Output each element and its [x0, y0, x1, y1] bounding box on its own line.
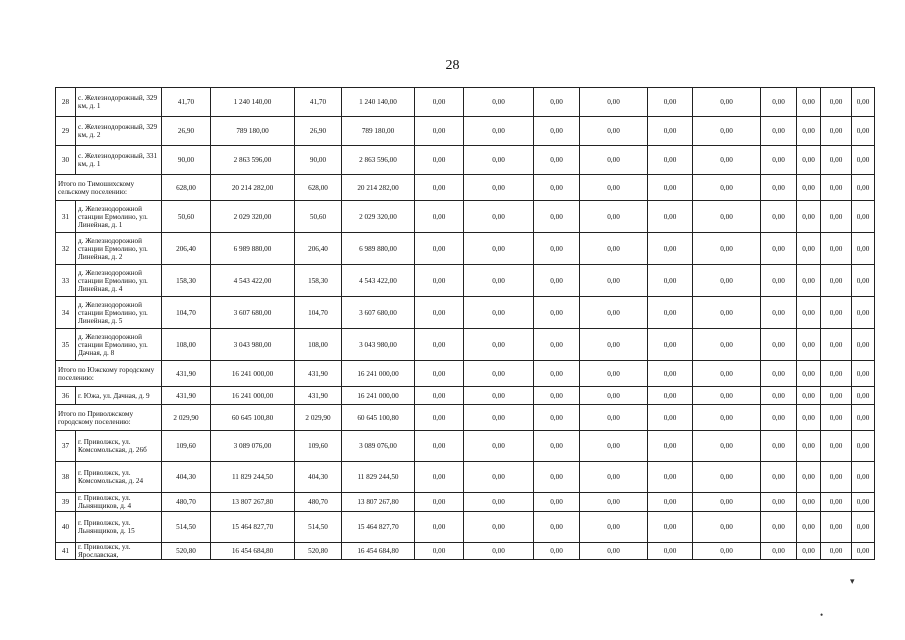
- value-cell: 0,00: [797, 175, 821, 201]
- row-number: 37: [56, 431, 76, 462]
- value-cell: 0,00: [648, 297, 693, 329]
- value-cell: 6 989 880,00: [211, 233, 295, 265]
- address-cell: г. Южа, ул. Дачная, д. 9: [76, 387, 162, 405]
- value-cell: 0,00: [821, 329, 852, 361]
- value-cell: 0,00: [821, 297, 852, 329]
- value-cell: 0,00: [580, 543, 648, 560]
- address-cell: г. Приволжск, ул. Льнянщиков, д. 4: [76, 493, 162, 512]
- value-cell: 0,00: [648, 405, 693, 431]
- value-cell: 0,00: [648, 88, 693, 117]
- value-cell: 26,90: [162, 117, 211, 146]
- value-cell: 0,00: [415, 117, 464, 146]
- value-cell: 0,00: [534, 512, 580, 543]
- value-cell: 0,00: [464, 175, 534, 201]
- value-cell: 0,00: [648, 146, 693, 175]
- table-row: [56, 297, 875, 329]
- value-cell: 2 029 320,00: [211, 201, 295, 233]
- value-cell: 0,00: [648, 462, 693, 493]
- value-cell: 0,00: [761, 117, 797, 146]
- value-cell: 789 180,00: [342, 117, 415, 146]
- value-cell: 0,00: [797, 88, 821, 117]
- value-cell: 0,00: [415, 88, 464, 117]
- value-cell: 0,00: [693, 431, 761, 462]
- value-cell: 0,00: [761, 265, 797, 297]
- value-cell: 0,00: [464, 543, 534, 560]
- value-cell: 16 241 000,00: [342, 387, 415, 405]
- total-row: [56, 361, 875, 387]
- value-cell: 20 214 282,00: [211, 175, 295, 201]
- value-cell: 0,00: [761, 361, 797, 387]
- total-label: Итого по Приволжскому городскому поселению:: [56, 405, 162, 431]
- total-label: Итого по Южскому городскому поселению:: [56, 361, 162, 387]
- table-row: [56, 387, 875, 405]
- value-cell: 0,00: [415, 431, 464, 462]
- value-cell: 0,00: [580, 201, 648, 233]
- value-cell: 3 043 980,00: [211, 329, 295, 361]
- value-cell: 90,00: [162, 146, 211, 175]
- margin-mark-1: ▾: [850, 576, 855, 586]
- value-cell: 0,00: [648, 387, 693, 405]
- address-cell: с. Железнодорожный, 329 км, д. 2: [76, 117, 162, 146]
- value-cell: 0,00: [415, 405, 464, 431]
- value-cell: 0,00: [415, 493, 464, 512]
- value-cell: 0,00: [580, 512, 648, 543]
- value-cell: 0,00: [761, 88, 797, 117]
- value-cell: 0,00: [415, 543, 464, 560]
- value-cell: 0,00: [761, 431, 797, 462]
- value-cell: 0,00: [534, 405, 580, 431]
- value-cell: 50,60: [162, 201, 211, 233]
- value-cell: 0,00: [415, 146, 464, 175]
- value-cell: 0,00: [693, 543, 761, 560]
- value-cell: 0,00: [580, 297, 648, 329]
- value-cell: 0,00: [534, 387, 580, 405]
- value-cell: 0,00: [534, 297, 580, 329]
- value-cell: 0,00: [415, 233, 464, 265]
- value-cell: 11 829 244,50: [342, 462, 415, 493]
- value-cell: 0,00: [797, 431, 821, 462]
- value-cell: 0,00: [761, 387, 797, 405]
- value-cell: 0,00: [534, 431, 580, 462]
- value-cell: 514,50: [162, 512, 211, 543]
- value-cell: 0,00: [648, 175, 693, 201]
- value-cell: 0,00: [534, 201, 580, 233]
- value-cell: 3 089 076,00: [211, 431, 295, 462]
- value-cell: 60 645 100,80: [211, 405, 295, 431]
- value-cell: 0,00: [821, 462, 852, 493]
- value-cell: 0,00: [797, 512, 821, 543]
- total-row: [56, 405, 875, 431]
- value-cell: 0,00: [797, 329, 821, 361]
- address-cell: г. Приволжск, ул. Льнянщиков, д. 15: [76, 512, 162, 543]
- value-cell: 108,00: [295, 329, 342, 361]
- value-cell: 2 863 596,00: [342, 146, 415, 175]
- value-cell: 0,00: [821, 361, 852, 387]
- value-cell: 0,00: [761, 146, 797, 175]
- value-cell: 0,00: [761, 543, 797, 560]
- value-cell: 0,00: [534, 329, 580, 361]
- value-cell: 90,00: [295, 146, 342, 175]
- value-cell: 0,00: [693, 329, 761, 361]
- value-cell: 20 214 282,00: [342, 175, 415, 201]
- value-cell: 2 029,90: [295, 405, 342, 431]
- value-cell: 0,00: [534, 233, 580, 265]
- value-cell: 0,00: [415, 462, 464, 493]
- value-cell: 0,00: [761, 405, 797, 431]
- value-cell: 0,00: [464, 297, 534, 329]
- value-cell: 0,00: [693, 146, 761, 175]
- page-number: 28: [445, 58, 460, 73]
- value-cell: 0,00: [852, 297, 875, 329]
- value-cell: 13 807 267,80: [342, 493, 415, 512]
- value-cell: 0,00: [821, 233, 852, 265]
- value-cell: 0,00: [580, 329, 648, 361]
- value-cell: 0,00: [797, 387, 821, 405]
- value-cell: 0,00: [464, 265, 534, 297]
- value-cell: 0,00: [580, 175, 648, 201]
- value-cell: 789 180,00: [211, 117, 295, 146]
- value-cell: 0,00: [693, 175, 761, 201]
- value-cell: 0,00: [852, 387, 875, 405]
- value-cell: 0,00: [648, 361, 693, 387]
- value-cell: 0,00: [648, 201, 693, 233]
- value-cell: 0,00: [821, 146, 852, 175]
- row-number: 40: [56, 512, 76, 543]
- value-cell: 431,90: [295, 361, 342, 387]
- value-cell: 0,00: [415, 329, 464, 361]
- table-row: [56, 493, 875, 512]
- value-cell: 0,00: [852, 88, 875, 117]
- value-cell: 0,00: [534, 88, 580, 117]
- value-cell: 1 240 140,00: [342, 88, 415, 117]
- value-cell: 0,00: [415, 265, 464, 297]
- value-cell: 3 043 980,00: [342, 329, 415, 361]
- address-cell: д. Железнодорожной станции Ермолино, ул. Линейная, д. 4: [76, 265, 162, 297]
- row-number: 39: [56, 493, 76, 512]
- value-cell: 0,00: [415, 361, 464, 387]
- value-cell: 0,00: [534, 146, 580, 175]
- value-cell: 0,00: [852, 405, 875, 431]
- value-cell: 0,00: [693, 361, 761, 387]
- table-row: [56, 431, 875, 462]
- value-cell: 0,00: [761, 462, 797, 493]
- total-label: Итого по Тимошихскому сельскому поселению:: [56, 175, 162, 201]
- value-cell: 0,00: [415, 175, 464, 201]
- value-cell: 480,70: [295, 493, 342, 512]
- row-number: 41: [56, 543, 76, 560]
- value-cell: 0,00: [797, 297, 821, 329]
- value-cell: 0,00: [464, 146, 534, 175]
- value-cell: 628,00: [162, 175, 211, 201]
- value-cell: 431,90: [162, 361, 211, 387]
- row-number: 30: [56, 146, 76, 175]
- value-cell: 2 029 320,00: [342, 201, 415, 233]
- value-cell: 0,00: [534, 117, 580, 146]
- value-cell: 0,00: [415, 297, 464, 329]
- row-number: 29: [56, 117, 76, 146]
- row-number: 31: [56, 201, 76, 233]
- value-cell: 0,00: [464, 361, 534, 387]
- value-cell: 41,70: [295, 88, 342, 117]
- value-cell: 0,00: [693, 493, 761, 512]
- value-cell: 0,00: [761, 233, 797, 265]
- row-number: 36: [56, 387, 76, 405]
- value-cell: 6 989 880,00: [342, 233, 415, 265]
- table-row: [56, 146, 875, 175]
- table-row: [56, 265, 875, 297]
- value-cell: 0,00: [580, 117, 648, 146]
- value-cell: 16 241 000,00: [211, 387, 295, 405]
- value-cell: 0,00: [852, 329, 875, 361]
- value-cell: 3 607 680,00: [211, 297, 295, 329]
- value-cell: 0,00: [821, 493, 852, 512]
- value-cell: 4 543 422,00: [211, 265, 295, 297]
- table-row: [56, 233, 875, 265]
- row-number: 35: [56, 329, 76, 361]
- value-cell: 0,00: [580, 265, 648, 297]
- value-cell: 0,00: [693, 462, 761, 493]
- value-cell: 0,00: [580, 493, 648, 512]
- value-cell: 0,00: [821, 88, 852, 117]
- value-cell: 50,60: [295, 201, 342, 233]
- housing-table: [55, 87, 875, 560]
- value-cell: 404,30: [162, 462, 211, 493]
- value-cell: 0,00: [797, 265, 821, 297]
- value-cell: 0,00: [797, 405, 821, 431]
- value-cell: 0,00: [464, 329, 534, 361]
- value-cell: 0,00: [761, 297, 797, 329]
- value-cell: 0,00: [693, 387, 761, 405]
- value-cell: 2 863 596,00: [211, 146, 295, 175]
- address-cell: г. Приволжск, ул. Комсомольская, д. 24: [76, 462, 162, 493]
- value-cell: 0,00: [648, 493, 693, 512]
- address-cell: д. Железнодорожной станции Ермолино, ул. Линейная, д. 2: [76, 233, 162, 265]
- value-cell: 3 607 680,00: [342, 297, 415, 329]
- table-row: [56, 462, 875, 493]
- value-cell: 514,50: [295, 512, 342, 543]
- value-cell: 0,00: [821, 387, 852, 405]
- value-cell: 0,00: [693, 265, 761, 297]
- value-cell: 0,00: [693, 405, 761, 431]
- value-cell: 0,00: [821, 175, 852, 201]
- table-row: [56, 88, 875, 117]
- value-cell: 0,00: [852, 361, 875, 387]
- value-cell: 0,00: [761, 201, 797, 233]
- value-cell: 0,00: [648, 329, 693, 361]
- value-cell: 0,00: [464, 387, 534, 405]
- value-cell: 0,00: [464, 462, 534, 493]
- value-cell: 3 089 076,00: [342, 431, 415, 462]
- value-cell: 158,30: [162, 265, 211, 297]
- value-cell: 0,00: [821, 405, 852, 431]
- value-cell: 0,00: [534, 175, 580, 201]
- value-cell: 0,00: [534, 462, 580, 493]
- value-cell: 0,00: [693, 88, 761, 117]
- value-cell: 13 807 267,80: [211, 493, 295, 512]
- value-cell: 104,70: [162, 297, 211, 329]
- value-cell: 0,00: [852, 493, 875, 512]
- value-cell: 0,00: [852, 117, 875, 146]
- value-cell: 480,70: [162, 493, 211, 512]
- value-cell: 108,00: [162, 329, 211, 361]
- value-cell: 0,00: [761, 493, 797, 512]
- value-cell: 0,00: [761, 175, 797, 201]
- value-cell: 431,90: [162, 387, 211, 405]
- value-cell: 0,00: [797, 493, 821, 512]
- value-cell: 0,00: [797, 117, 821, 146]
- value-cell: 0,00: [761, 329, 797, 361]
- value-cell: 0,00: [580, 462, 648, 493]
- value-cell: 0,00: [761, 512, 797, 543]
- value-cell: 0,00: [464, 405, 534, 431]
- value-cell: 0,00: [852, 146, 875, 175]
- value-cell: 109,60: [162, 431, 211, 462]
- value-cell: 0,00: [797, 462, 821, 493]
- value-cell: 0,00: [852, 512, 875, 543]
- value-cell: 0,00: [797, 361, 821, 387]
- value-cell: 104,70: [295, 297, 342, 329]
- row-number: 38: [56, 462, 76, 493]
- value-cell: 0,00: [693, 512, 761, 543]
- row-number: 34: [56, 297, 76, 329]
- value-cell: 628,00: [295, 175, 342, 201]
- value-cell: 0,00: [821, 201, 852, 233]
- table-row: [56, 329, 875, 361]
- value-cell: 0,00: [580, 88, 648, 117]
- value-cell: 41,70: [162, 88, 211, 117]
- value-cell: 0,00: [852, 462, 875, 493]
- value-cell: 0,00: [464, 88, 534, 117]
- address-cell: д. Железнодорожной станции Ермолино, ул. Линейная, д. 5: [76, 297, 162, 329]
- value-cell: 0,00: [648, 233, 693, 265]
- total-row: [56, 175, 875, 201]
- value-cell: 11 829 244,50: [211, 462, 295, 493]
- value-cell: 109,60: [295, 431, 342, 462]
- value-cell: 0,00: [534, 265, 580, 297]
- value-cell: 16 241 000,00: [211, 361, 295, 387]
- value-cell: 1 240 140,00: [211, 88, 295, 117]
- value-cell: 0,00: [580, 233, 648, 265]
- value-cell: 0,00: [821, 543, 852, 560]
- value-cell: 0,00: [534, 361, 580, 387]
- value-cell: 0,00: [534, 543, 580, 560]
- value-cell: 0,00: [821, 265, 852, 297]
- value-cell: 0,00: [852, 233, 875, 265]
- value-cell: 0,00: [852, 265, 875, 297]
- value-cell: 4 543 422,00: [342, 265, 415, 297]
- value-cell: 206,40: [162, 233, 211, 265]
- value-cell: 0,00: [464, 512, 534, 543]
- value-cell: 15 464 827,70: [211, 512, 295, 543]
- value-cell: 0,00: [648, 431, 693, 462]
- address-cell: д. Железнодорожной станции Ермолино, ул. Линейная, д. 1: [76, 201, 162, 233]
- value-cell: 60 645 100,80: [342, 405, 415, 431]
- value-cell: 0,00: [693, 201, 761, 233]
- value-cell: 0,00: [797, 233, 821, 265]
- value-cell: 0,00: [415, 387, 464, 405]
- value-cell: 0,00: [415, 512, 464, 543]
- value-cell: 0,00: [852, 431, 875, 462]
- value-cell: 16 454 684,80: [211, 543, 295, 560]
- value-cell: 26,90: [295, 117, 342, 146]
- value-cell: 0,00: [648, 117, 693, 146]
- value-cell: 0,00: [580, 361, 648, 387]
- value-cell: 0,00: [415, 201, 464, 233]
- value-cell: 0,00: [580, 431, 648, 462]
- value-cell: 0,00: [797, 201, 821, 233]
- value-cell: 16 241 000,00: [342, 361, 415, 387]
- value-cell: 0,00: [464, 431, 534, 462]
- value-cell: 0,00: [797, 146, 821, 175]
- table-row: [56, 117, 875, 146]
- value-cell: 15 464 827,70: [342, 512, 415, 543]
- value-cell: 0,00: [648, 512, 693, 543]
- value-cell: 0,00: [852, 201, 875, 233]
- value-cell: 2 029,90: [162, 405, 211, 431]
- row-number: 33: [56, 265, 76, 297]
- value-cell: 0,00: [852, 175, 875, 201]
- value-cell: 0,00: [797, 543, 821, 560]
- table-row: [56, 201, 875, 233]
- value-cell: 206,40: [295, 233, 342, 265]
- table-row: [56, 543, 875, 560]
- address-cell: г. Приволжск, ул. Комсомольская, д. 26б: [76, 431, 162, 462]
- value-cell: 0,00: [648, 543, 693, 560]
- value-cell: 0,00: [821, 431, 852, 462]
- value-cell: 0,00: [852, 543, 875, 560]
- value-cell: 404,30: [295, 462, 342, 493]
- value-cell: 0,00: [464, 201, 534, 233]
- value-cell: 158,30: [295, 265, 342, 297]
- value-cell: 520,80: [295, 543, 342, 560]
- value-cell: 0,00: [821, 512, 852, 543]
- value-cell: 0,00: [464, 233, 534, 265]
- value-cell: 0,00: [821, 117, 852, 146]
- value-cell: 0,00: [648, 265, 693, 297]
- value-cell: 0,00: [580, 146, 648, 175]
- margin-mark-2: •: [820, 610, 824, 620]
- value-cell: 0,00: [580, 405, 648, 431]
- address-cell: с. Железнодорожный, 331 км, д. 1: [76, 146, 162, 175]
- value-cell: 431,90: [295, 387, 342, 405]
- address-cell: г. Приволжск, ул. Ярославская,: [76, 543, 162, 560]
- value-cell: 16 454 684,80: [342, 543, 415, 560]
- value-cell: 0,00: [464, 117, 534, 146]
- value-cell: 0,00: [693, 297, 761, 329]
- row-number: 32: [56, 233, 76, 265]
- value-cell: 520,80: [162, 543, 211, 560]
- row-number: 28: [56, 88, 76, 117]
- value-cell: 0,00: [693, 233, 761, 265]
- value-cell: 0,00: [464, 493, 534, 512]
- value-cell: 0,00: [580, 387, 648, 405]
- value-cell: 0,00: [534, 493, 580, 512]
- value-cell: 0,00: [693, 117, 761, 146]
- table-row: [56, 512, 875, 543]
- address-cell: с. Железнодорожный, 329 км, д. 1: [76, 88, 162, 117]
- address-cell: д. Железнодорожной станции Ермолино, ул. Дачная, д. 8: [76, 329, 162, 361]
